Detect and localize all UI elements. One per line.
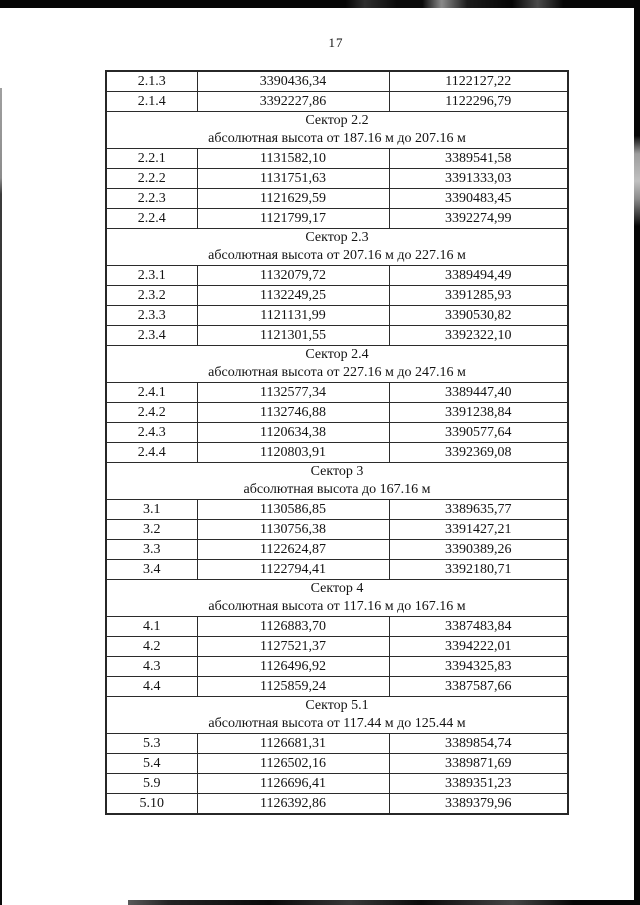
coordinate-1-cell: 1131582,10 bbox=[197, 149, 389, 169]
coordinate-2-cell: 3391333,03 bbox=[389, 169, 568, 189]
table-row bbox=[106, 500, 568, 520]
table-row bbox=[106, 326, 568, 346]
table-row bbox=[106, 560, 568, 580]
coordinate-2-cell: 3389541,58 bbox=[389, 149, 568, 169]
coordinate-1-cell: 1132249,25 bbox=[197, 286, 389, 306]
table-row bbox=[106, 734, 568, 754]
coordinate-1-cell: 1130586,85 bbox=[197, 500, 389, 520]
coordinate-2-cell: 3389635,77 bbox=[389, 500, 568, 520]
section-header-cell bbox=[106, 229, 568, 266]
point-id-cell: 3.1 bbox=[106, 500, 197, 520]
section-title: Сектор 5.1 bbox=[305, 698, 369, 713]
point-id-cell: 2.3.4 bbox=[106, 326, 197, 346]
coordinate-1-cell: 1126883,70 bbox=[197, 617, 389, 637]
coordinate-2-cell: 3389447,40 bbox=[389, 383, 568, 403]
point-id-cell: 2.4.1 bbox=[106, 383, 197, 403]
table-row bbox=[106, 774, 568, 794]
coordinate-2-cell: 3394325,83 bbox=[389, 657, 568, 677]
point-id-cell: 2.2.4 bbox=[106, 209, 197, 229]
point-id-cell: 2.4.2 bbox=[106, 403, 197, 423]
section-header-cell bbox=[106, 346, 568, 383]
coordinate-2-cell: 3389854,74 bbox=[389, 734, 568, 754]
coordinate-1-cell: 1121799,17 bbox=[197, 209, 389, 229]
point-id-cell: 2.4.3 bbox=[106, 423, 197, 443]
coordinate-1-cell: 1122794,41 bbox=[197, 560, 389, 580]
coordinate-2-cell: 3392322,10 bbox=[389, 326, 568, 346]
section-header-cell bbox=[106, 580, 568, 617]
point-id-cell: 4.4 bbox=[106, 677, 197, 697]
section-subtitle: абсолютная высота от 117.16 м до 167.16 м bbox=[208, 599, 466, 614]
table-row bbox=[106, 149, 568, 169]
table-row bbox=[106, 443, 568, 463]
table-row bbox=[106, 637, 568, 657]
coordinate-1-cell: 1126392,86 bbox=[197, 794, 389, 815]
table-row bbox=[106, 266, 568, 286]
page-number: 17 bbox=[328, 35, 344, 50]
coordinate-1-cell: 1120634,38 bbox=[197, 423, 389, 443]
table-row bbox=[106, 520, 568, 540]
coordinate-2-cell: 3390530,82 bbox=[389, 306, 568, 326]
coordinate-2-cell: 3391427,21 bbox=[389, 520, 568, 540]
table-row bbox=[106, 677, 568, 697]
section-header-row bbox=[106, 697, 568, 734]
coordinate-2-cell: 3389351,23 bbox=[389, 774, 568, 794]
section-title: Сектор 2.3 bbox=[305, 230, 369, 245]
coordinate-2-cell: 3389379,96 bbox=[389, 794, 568, 815]
coordinate-1-cell: 3390436,34 bbox=[197, 71, 389, 92]
section-header-cell bbox=[106, 697, 568, 734]
section-subtitle: абсолютная высота от 207.16 м до 227.16 м bbox=[208, 248, 466, 263]
point-id-cell: 5.10 bbox=[106, 794, 197, 815]
coordinate-1-cell: 1126502,16 bbox=[197, 754, 389, 774]
section-title: Сектор 3 bbox=[310, 464, 364, 479]
coordinate-1-cell: 3392227,86 bbox=[197, 92, 389, 112]
table-row bbox=[106, 209, 568, 229]
coordinate-1-cell: 1127521,37 bbox=[197, 637, 389, 657]
table-row bbox=[106, 71, 568, 92]
coordinate-2-cell: 3392369,08 bbox=[389, 443, 568, 463]
coordinate-2-cell: 3389494,49 bbox=[389, 266, 568, 286]
coordinate-1-cell: 1132577,34 bbox=[197, 383, 389, 403]
table-row bbox=[106, 169, 568, 189]
scan-artifact-right-edge bbox=[634, 0, 640, 905]
coordinate-1-cell: 1125859,24 bbox=[197, 677, 389, 697]
point-id-cell: 2.1.4 bbox=[106, 92, 197, 112]
table-row bbox=[106, 403, 568, 423]
point-id-cell: 2.4.4 bbox=[106, 443, 197, 463]
table-row bbox=[106, 189, 568, 209]
section-header-row bbox=[106, 463, 568, 500]
coordinate-2-cell: 3392274,99 bbox=[389, 209, 568, 229]
coordinate-2-cell: 3394222,01 bbox=[389, 637, 568, 657]
coordinate-2-cell: 3392180,71 bbox=[389, 560, 568, 580]
coordinate-2-cell: 3390483,45 bbox=[389, 189, 568, 209]
coordinate-1-cell: 1131751,63 bbox=[197, 169, 389, 189]
coordinate-1-cell: 1122624,87 bbox=[197, 540, 389, 560]
point-id-cell: 3.4 bbox=[106, 560, 197, 580]
point-id-cell: 4.1 bbox=[106, 617, 197, 637]
table-row bbox=[106, 383, 568, 403]
coordinate-1-cell: 1121301,55 bbox=[197, 326, 389, 346]
point-id-cell: 2.1.3 bbox=[106, 71, 197, 92]
section-header-cell bbox=[106, 463, 568, 500]
coordinate-2-cell: 3391238,84 bbox=[389, 403, 568, 423]
table-row bbox=[106, 423, 568, 443]
coordinate-2-cell: 3387483,84 bbox=[389, 617, 568, 637]
point-id-cell: 2.3.1 bbox=[106, 266, 197, 286]
coordinate-2-cell: 3390389,26 bbox=[389, 540, 568, 560]
section-header-row bbox=[106, 580, 568, 617]
table-row bbox=[106, 286, 568, 306]
point-id-cell: 5.9 bbox=[106, 774, 197, 794]
point-id-cell: 5.4 bbox=[106, 754, 197, 774]
section-subtitle: абсолютная высота от 187.16 м до 207.16 м bbox=[208, 131, 466, 146]
coordinates-table-body bbox=[106, 71, 568, 814]
coordinates-table bbox=[105, 70, 569, 815]
point-id-cell: 2.2.2 bbox=[106, 169, 197, 189]
coordinate-2-cell: 3387587,66 bbox=[389, 677, 568, 697]
coordinate-1-cell: 1121131,99 bbox=[197, 306, 389, 326]
point-id-cell: 5.3 bbox=[106, 734, 197, 754]
table-row bbox=[106, 754, 568, 774]
coordinate-1-cell: 1120803,91 bbox=[197, 443, 389, 463]
section-header-row bbox=[106, 112, 568, 149]
point-id-cell: 2.2.1 bbox=[106, 149, 197, 169]
coordinate-1-cell: 1130756,38 bbox=[197, 520, 389, 540]
scan-artifact-bottom-edge bbox=[128, 900, 634, 905]
table-row bbox=[106, 306, 568, 326]
coordinate-2-cell: 3390577,64 bbox=[389, 423, 568, 443]
coordinate-2-cell: 3391285,93 bbox=[389, 286, 568, 306]
section-title: Сектор 2.2 bbox=[305, 113, 369, 128]
point-id-cell: 2.3.2 bbox=[106, 286, 197, 306]
section-subtitle: абсолютная высота от 227.16 м до 247.16 м bbox=[208, 365, 466, 380]
point-id-cell: 2.3.3 bbox=[106, 306, 197, 326]
coordinate-1-cell: 1126681,31 bbox=[197, 734, 389, 754]
point-id-cell: 4.3 bbox=[106, 657, 197, 677]
point-id-cell: 2.2.3 bbox=[106, 189, 197, 209]
section-title: Сектор 4 bbox=[310, 581, 364, 596]
section-subtitle: абсолютная высота от 117.44 м до 125.44 м bbox=[208, 716, 466, 731]
table-row bbox=[106, 617, 568, 637]
coordinate-2-cell: 3389871,69 bbox=[389, 754, 568, 774]
coordinate-1-cell: 1121629,59 bbox=[197, 189, 389, 209]
point-id-cell: 3.2 bbox=[106, 520, 197, 540]
table-row bbox=[106, 92, 568, 112]
table-row bbox=[106, 794, 568, 815]
coordinate-1-cell: 1126496,92 bbox=[197, 657, 389, 677]
section-header-row bbox=[106, 229, 568, 266]
section-title: Сектор 2.4 bbox=[305, 347, 369, 362]
scan-artifact-left-edge bbox=[0, 88, 2, 905]
section-header-cell bbox=[106, 112, 568, 149]
section-header-row bbox=[106, 346, 568, 383]
scan-artifact-top-edge bbox=[0, 0, 640, 8]
table-row bbox=[106, 657, 568, 677]
section-subtitle: абсолютная высота до 167.16 м bbox=[243, 482, 431, 497]
point-id-cell: 4.2 bbox=[106, 637, 197, 657]
coordinate-1-cell: 1132079,72 bbox=[197, 266, 389, 286]
coordinate-1-cell: 1126696,41 bbox=[197, 774, 389, 794]
coordinate-2-cell: 1122127,22 bbox=[389, 71, 568, 92]
point-id-cell: 3.3 bbox=[106, 540, 197, 560]
coordinate-2-cell: 1122296,79 bbox=[389, 92, 568, 112]
table-row bbox=[106, 540, 568, 560]
coordinate-1-cell: 1132746,88 bbox=[197, 403, 389, 423]
